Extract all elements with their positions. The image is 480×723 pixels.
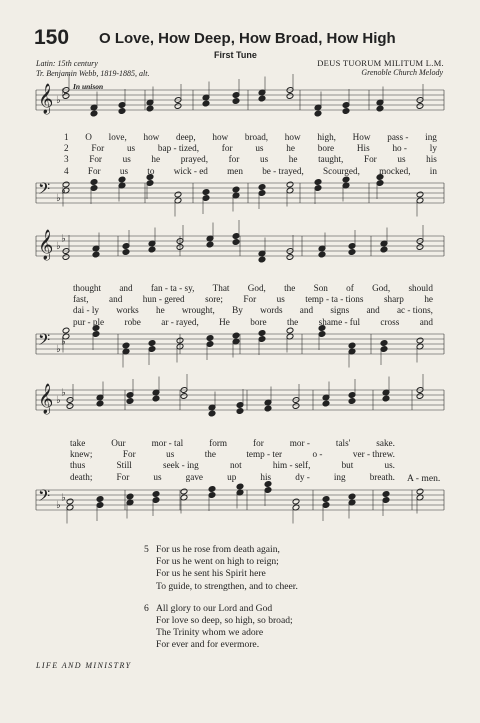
lyric-syllable: taught,	[318, 154, 344, 165]
lyric-syllable: prayed,	[180, 154, 208, 165]
lyric-syllable: gave	[185, 471, 204, 482]
lyric-syllable: us	[126, 143, 136, 154]
tune-label: First Tune	[214, 50, 257, 60]
lyric-syllable: bore	[250, 316, 267, 327]
lyric-syllable: us	[276, 294, 285, 305]
lyric-syllable: how	[284, 132, 301, 142]
lyric-syllable: robe	[124, 316, 141, 327]
lyric-syllable: bap - tized,	[157, 143, 199, 154]
lyric-line	[70, 438, 395, 449]
lyric-syllable: for	[228, 154, 240, 165]
lyric-syllable: God,	[372, 283, 391, 293]
tune-source: Grenoble Church Melody	[361, 68, 443, 77]
lyric-syllable: o -	[312, 449, 323, 460]
lyric-syllable: hun - gered	[142, 294, 185, 305]
lyric-syllable: knew;	[70, 449, 93, 460]
amen-text: A - men.	[407, 473, 441, 484]
lyric-syllable: fan - ta - sy,	[150, 283, 195, 293]
lyric-syllable: he	[288, 154, 298, 165]
stanza-number: 5	[144, 544, 149, 555]
lyric-syllable: deep,	[176, 132, 196, 142]
stanza-line: The Trinity whom we adore	[156, 627, 264, 639]
lyric-syllable: and	[109, 294, 123, 305]
lyric-syllable: mor -	[289, 438, 310, 448]
stanza-line: To guide, to strengthen, and to cheer.	[156, 580, 298, 592]
text-credit-origin: Latin: 15th century	[36, 59, 98, 68]
lyric-syllable: wick - ed	[173, 165, 208, 176]
lyric-syllable: Son	[313, 283, 328, 293]
lyric-syllable: God,	[247, 283, 266, 293]
stanza-line: 6 All glory to our Lord and God	[144, 602, 273, 614]
lyric-syllable: breath.	[369, 471, 395, 482]
text-credit-translator: Tr. Benjamin Webb, 1819-1885, alt.	[36, 69, 150, 78]
lyric-syllable: dai - ly	[73, 305, 100, 316]
lyric-syllable: his	[426, 154, 437, 165]
lyric-syllable: ly	[429, 143, 437, 154]
lyric-syllable: seek - ing	[163, 460, 199, 471]
stanza-line: For love so deep, so high, so broad;	[156, 615, 293, 627]
lyric-syllable: Scourged,	[323, 165, 360, 176]
lyric-syllable: pass -	[387, 132, 409, 142]
verse-number: 4	[64, 165, 69, 176]
lyric-syllable: high,	[317, 132, 336, 142]
additional-stanzas	[144, 544, 298, 652]
flat-sign-icon: ♭	[56, 95, 61, 106]
section-footer: LIFE AND MINISTRY	[36, 661, 132, 670]
lyric-syllable: dy -	[295, 471, 310, 482]
flat-sign-icon: ♭	[56, 500, 61, 511]
lyric-syllable: up	[227, 471, 237, 482]
lyric-syllable: bore	[317, 143, 335, 154]
lyric-syllable: us	[259, 154, 269, 165]
verse-number: 3	[64, 154, 69, 165]
lyric-syllable: His	[356, 143, 370, 154]
lyric-syllable: for	[221, 143, 233, 154]
lyric-syllable: us	[397, 154, 406, 165]
lyric-syllable: temp - ter	[246, 449, 283, 460]
lyric-syllable: the	[204, 449, 216, 460]
lyric-syllable: love,	[108, 132, 127, 142]
lyric-syllable: but	[341, 460, 354, 471]
lyric-syllable: and	[299, 305, 314, 316]
lyric-syllable: ar - rayed,	[161, 316, 199, 327]
lyric-syllable: for	[253, 438, 264, 448]
stanza-line: For us he went on high to reign;	[156, 556, 279, 568]
lyric-syllable: how	[143, 132, 160, 142]
lyric-syllable: He	[219, 316, 230, 327]
lyric-line	[64, 132, 437, 143]
lyric-syllable: he	[151, 154, 161, 165]
lyric-line	[64, 154, 437, 165]
lyric-syllable: cross	[380, 316, 400, 327]
lyric-syllable: the	[284, 283, 296, 293]
lyric-syllable: Still	[116, 460, 132, 471]
stanza	[144, 603, 298, 652]
lyric-syllable: ing	[333, 471, 346, 482]
lyric-syllable: he	[424, 294, 433, 305]
lyric-syllable: ing	[425, 132, 437, 142]
hymn-title: O Love, How Deep, How Broad, How High	[99, 30, 396, 47]
stanza-number: 6	[144, 602, 149, 614]
lyric-syllable: mocked,	[379, 165, 411, 176]
lyric-syllable: the	[287, 316, 299, 327]
flat-sign-icon: ♭	[56, 344, 61, 355]
lyric-syllable: he	[286, 143, 295, 154]
flat-sign-icon: ♭	[56, 193, 61, 204]
stanza-line: For ever and for evermore.	[156, 639, 260, 651]
flat-sign-icon: ♭	[61, 87, 66, 99]
treble-clef-icon: 𝄞	[38, 384, 54, 414]
lyric-syllable: should	[408, 283, 433, 293]
lyric-syllable: For	[122, 449, 136, 460]
lyric-syllable: O	[85, 132, 92, 142]
flat-sign-icon: ♭	[61, 233, 66, 245]
lyric-syllable: us	[166, 449, 175, 460]
flat-sign-icon: ♭	[56, 395, 61, 406]
lyric-line	[73, 317, 433, 328]
lyric-syllable: sharp	[383, 294, 404, 305]
lyric-syllable: How	[352, 132, 371, 142]
treble-clef-icon: 𝄞	[38, 84, 54, 114]
lyric-syllable: sore;	[205, 294, 223, 305]
hymn-number: 150	[34, 26, 70, 49]
lyric-syllable: how	[212, 132, 229, 142]
lyric-syllable: By	[232, 305, 243, 316]
lyric-syllable: For	[243, 294, 257, 305]
flat-sign-icon: ♭	[61, 492, 66, 504]
lyric-syllable: us	[153, 471, 162, 482]
lyric-line	[73, 294, 433, 305]
lyric-syllable: take	[70, 438, 86, 448]
lyric-syllable: us	[255, 143, 264, 154]
lyric-line	[73, 283, 433, 294]
lyric-line	[64, 166, 437, 177]
flat-sign-icon: ♭	[61, 387, 66, 399]
lyric-line	[73, 305, 433, 316]
bass-clef-icon: 𝄢	[38, 180, 51, 202]
lyric-syllable: us	[122, 154, 131, 165]
bass-clef-icon: 𝄢	[38, 331, 51, 353]
lyric-syllable: his	[260, 471, 272, 482]
lyric-syllable: temp - ta - tions	[305, 294, 364, 305]
flat-sign-icon: ♭	[56, 241, 61, 252]
lyric-syllable: of	[346, 283, 354, 293]
lyric-syllable: us.	[384, 460, 395, 471]
lyric-syllable: Our	[111, 438, 126, 448]
lyric-syllable: ho -	[392, 143, 407, 154]
stanza	[144, 544, 298, 593]
lyric-syllable: ac - tions,	[396, 305, 433, 316]
lyric-syllable: to	[147, 165, 155, 176]
lyric-line	[70, 472, 395, 483]
stanza-line: For us he sent his Spirit here	[156, 568, 266, 580]
performance-direction: In unison	[73, 82, 104, 91]
lyric-syllable: form	[209, 438, 228, 448]
lyric-syllable: For	[89, 154, 102, 165]
lyric-syllable: words	[260, 305, 283, 316]
lyric-line	[70, 460, 395, 471]
lyric-syllable: fast,	[73, 294, 89, 305]
lyric-syllable: For	[116, 471, 130, 482]
lyric-syllable: ver - threw.	[352, 449, 395, 460]
lyric-syllable: For	[91, 143, 105, 154]
lyric-syllable: thus	[70, 460, 86, 471]
lyric-syllable: thought	[73, 283, 102, 293]
lyric-syllable: shame - ful	[318, 316, 361, 327]
lyric-syllable: and	[119, 283, 133, 293]
lyric-syllable: For	[363, 154, 377, 165]
verse-number: 1	[64, 132, 69, 142]
lyric-syllable: be - trayed,	[262, 165, 304, 176]
tune-name: DEUS TUORUM MILITUM L.M.	[317, 58, 444, 68]
lyric-syllable: he	[156, 305, 165, 316]
stanza-line: 5 For us he rose from death again,	[144, 544, 280, 555]
lyric-syllable: signs	[330, 305, 350, 316]
bass-clef-icon: 𝄢	[38, 487, 51, 509]
lyric-syllable: not	[229, 460, 242, 471]
lyric-syllable: sake.	[376, 438, 395, 448]
lyric-syllable: death;	[70, 471, 93, 482]
lyric-syllable: tals'	[335, 438, 351, 448]
lyric-syllable: That	[212, 283, 230, 293]
lyric-line	[70, 449, 395, 460]
lyric-syllable: us	[119, 165, 129, 176]
lyric-syllable: broad,	[244, 132, 269, 142]
lyric-syllable: him - self,	[272, 460, 311, 471]
lyric-syllable: wrought,	[181, 305, 215, 316]
verse-number: 2	[64, 143, 69, 154]
lyric-syllable: works	[116, 305, 139, 316]
lyric-syllable: mor - tal	[151, 438, 184, 448]
lyric-syllable: pur - ple	[73, 316, 105, 327]
flat-sign-icon: ♭	[61, 336, 66, 348]
lyric-syllable: For	[87, 165, 101, 176]
lyric-line	[64, 143, 437, 154]
flat-sign-icon: ♭	[61, 185, 66, 197]
lyric-syllable: men	[227, 165, 243, 176]
lyric-syllable: in	[429, 165, 437, 176]
lyric-syllable: and	[366, 305, 380, 316]
lyric-syllable: and	[419, 316, 433, 327]
treble-clef-icon: 𝄞	[38, 230, 54, 260]
